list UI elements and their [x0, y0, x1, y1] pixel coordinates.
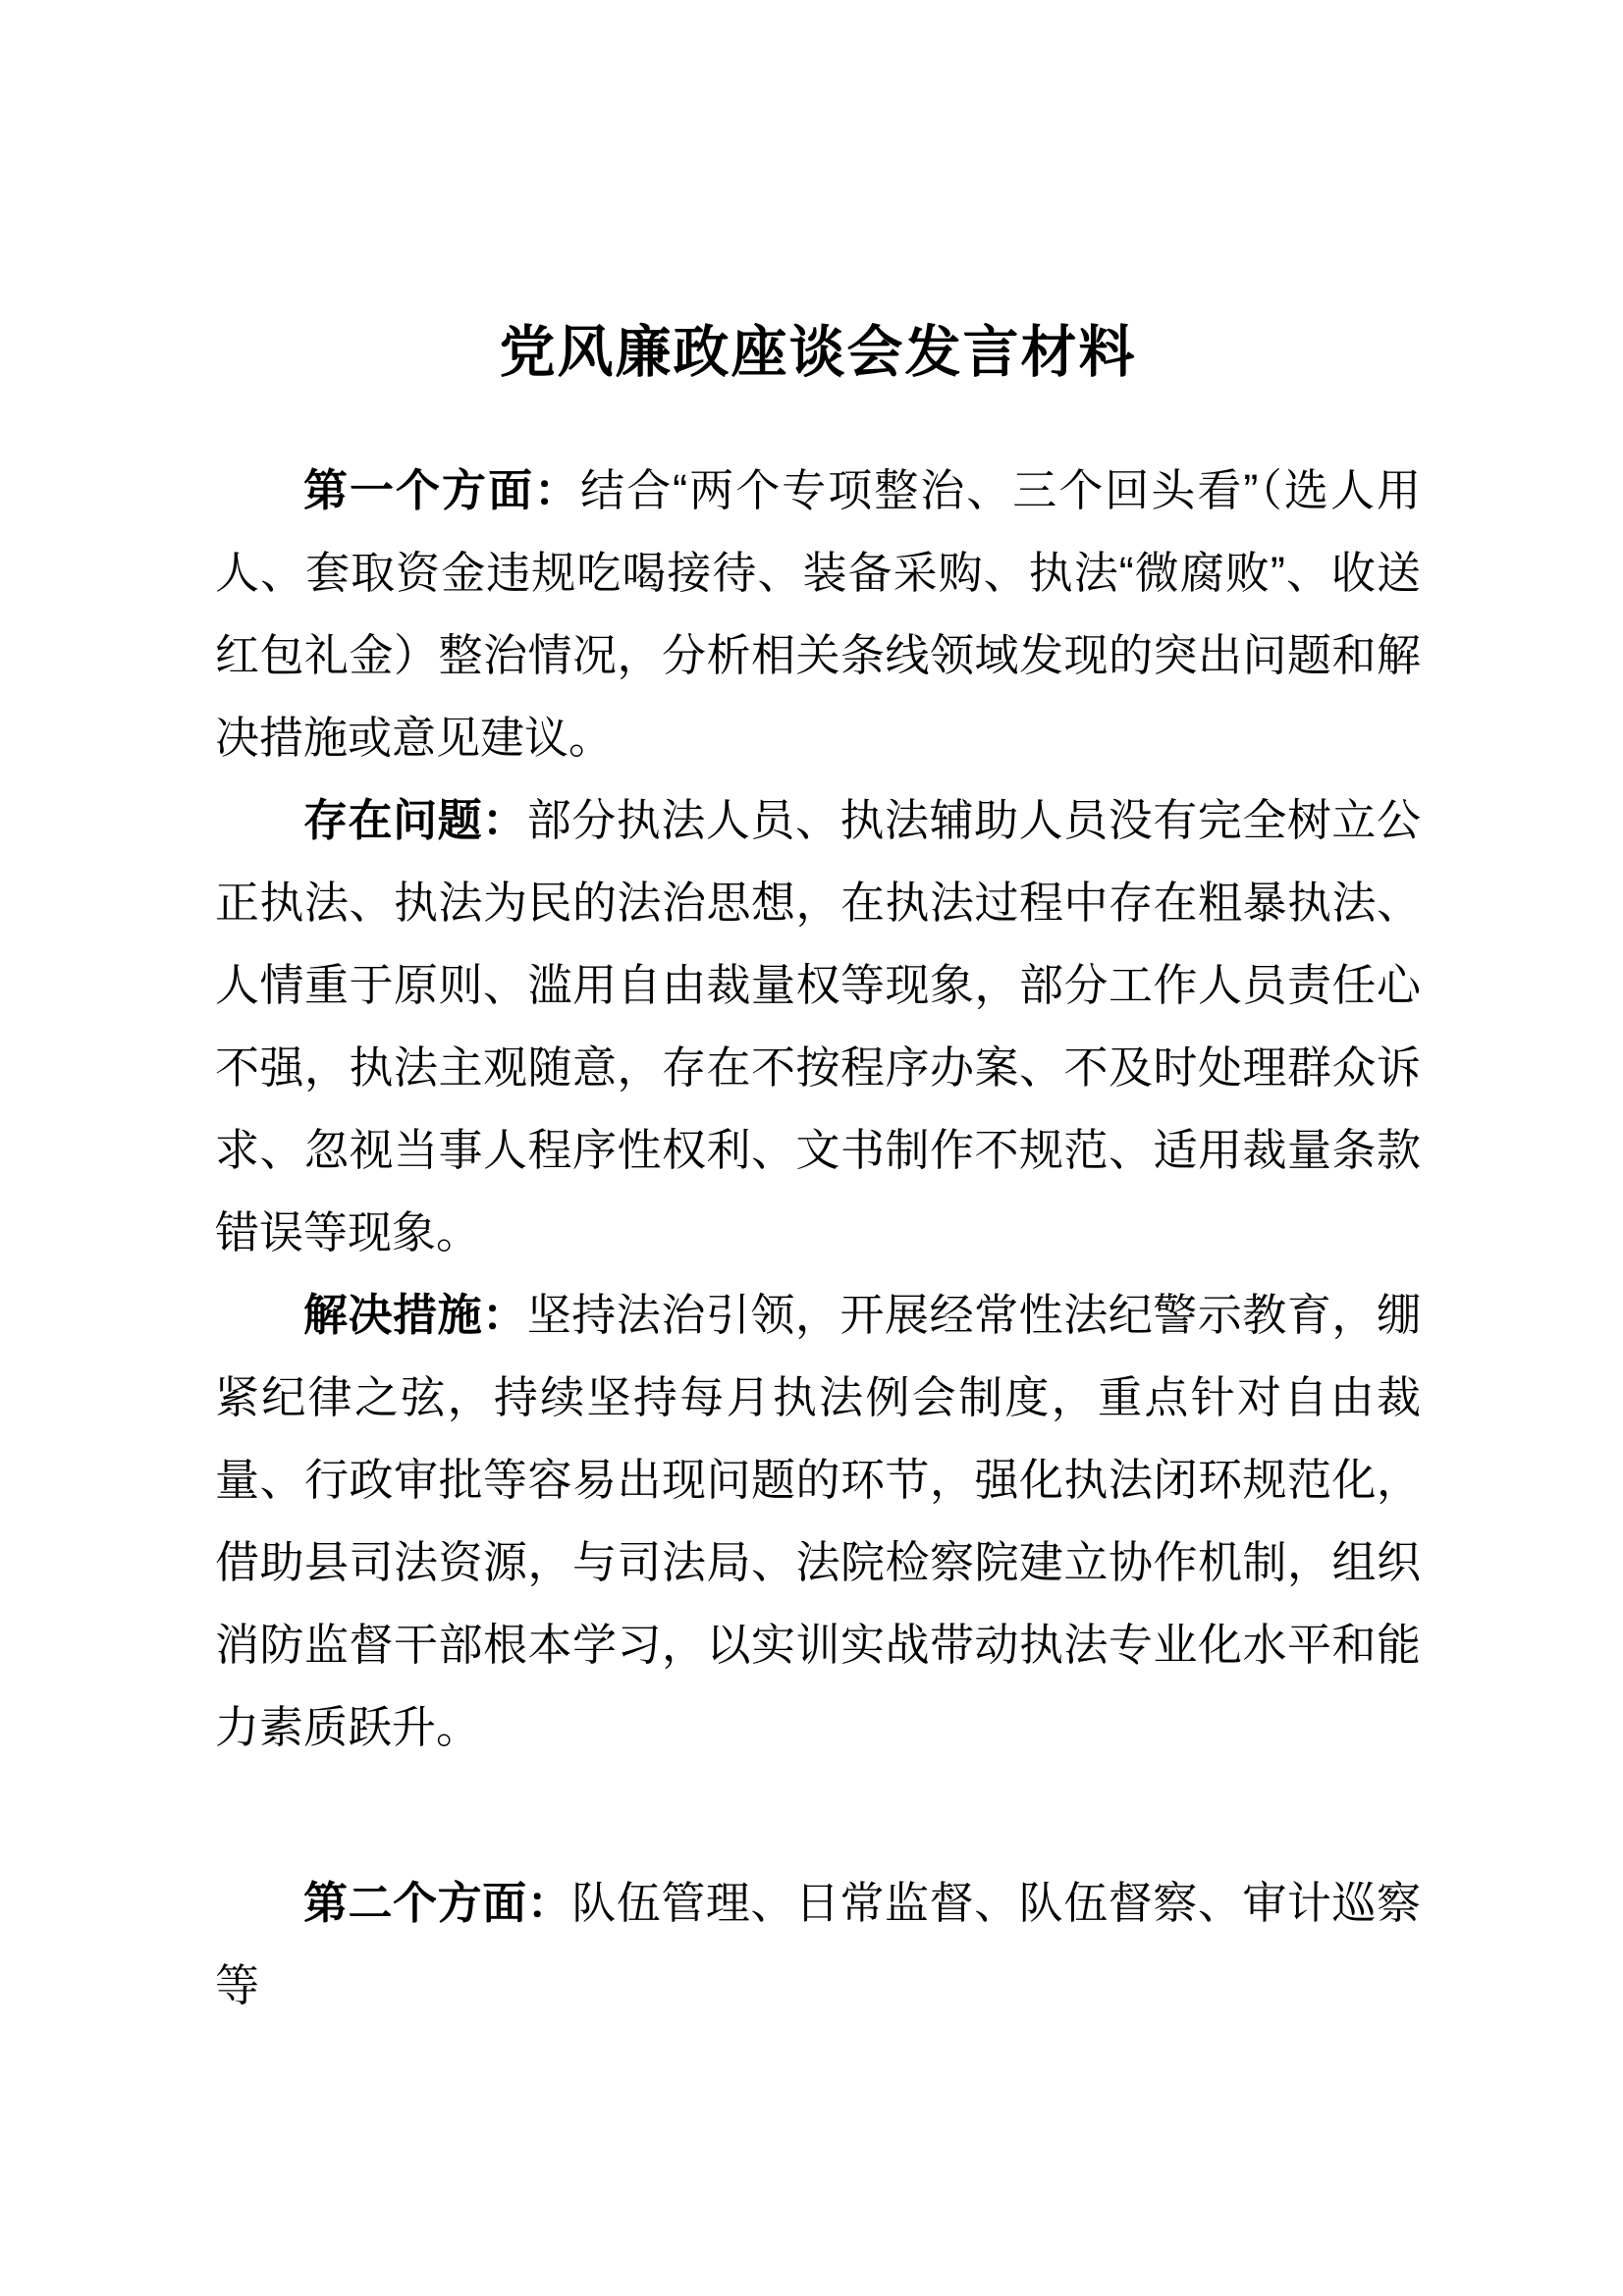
paragraph-problems-body: 部分执法人员、执法辅助人员没有完全树立公正执法、执法为民的法治思想，在执法过程中存在粗暴执法、人情重于原则、滥用自由裁量权等现象，部分工作人员责任心不强，执法主观随意，存在不按程序办案、不及时处理群众诉求、忽视当事人程序性权利、文书制作不规范、适用裁量条款错误等现象。 — [215, 795, 1421, 1258]
paragraph-aspect-two — [215, 1862, 1421, 2027]
paragraph-measures-body: 坚持法治引领，开展经常性法纪警示教育，绷紧纪律之弦，持续坚持每月执法例会制度，重点针对自由裁量、行政审批等容易出现问题的环节，强化执法闭环规范化，借助县司法资源，与司法局、法院检察院建立协作机制，组织消防监督干部根本学习，以实训实战带动执法专业化水平和能力素质跃升。 — [215, 1290, 1421, 1753]
paragraph-measures — [215, 1274, 1421, 1769]
paragraph-aspect-two-body: 队伍管理、日常监督、队伍督察、审计巡察等 — [215, 1878, 1421, 2011]
paragraph-problems-lead: 存在问题： — [303, 795, 527, 846]
paragraph-aspect-one — [215, 450, 1421, 779]
document-content — [0, 319, 1623, 2027]
paragraph-aspect-two-lead: 第二个方面： — [303, 1878, 572, 1929]
document-title: 党风廉政座谈会发言材料 — [499, 321, 1137, 384]
paragraph-measures-lead: 解决措施： — [303, 1290, 527, 1341]
paragraph-aspect-one-lead: 第一个方面： — [303, 465, 581, 516]
paragraph-problems — [215, 779, 1421, 1274]
paragraph-aspect-one-body: 结合“两个专项整治、三个回头看”（选人用人、套取资金违规吃喝接待、装备采购、执法“微腐败”、收送红包礼金）整治情况，分析相关条线领域发现的突出问题和解决措施或意见建议。 — [215, 465, 1421, 764]
